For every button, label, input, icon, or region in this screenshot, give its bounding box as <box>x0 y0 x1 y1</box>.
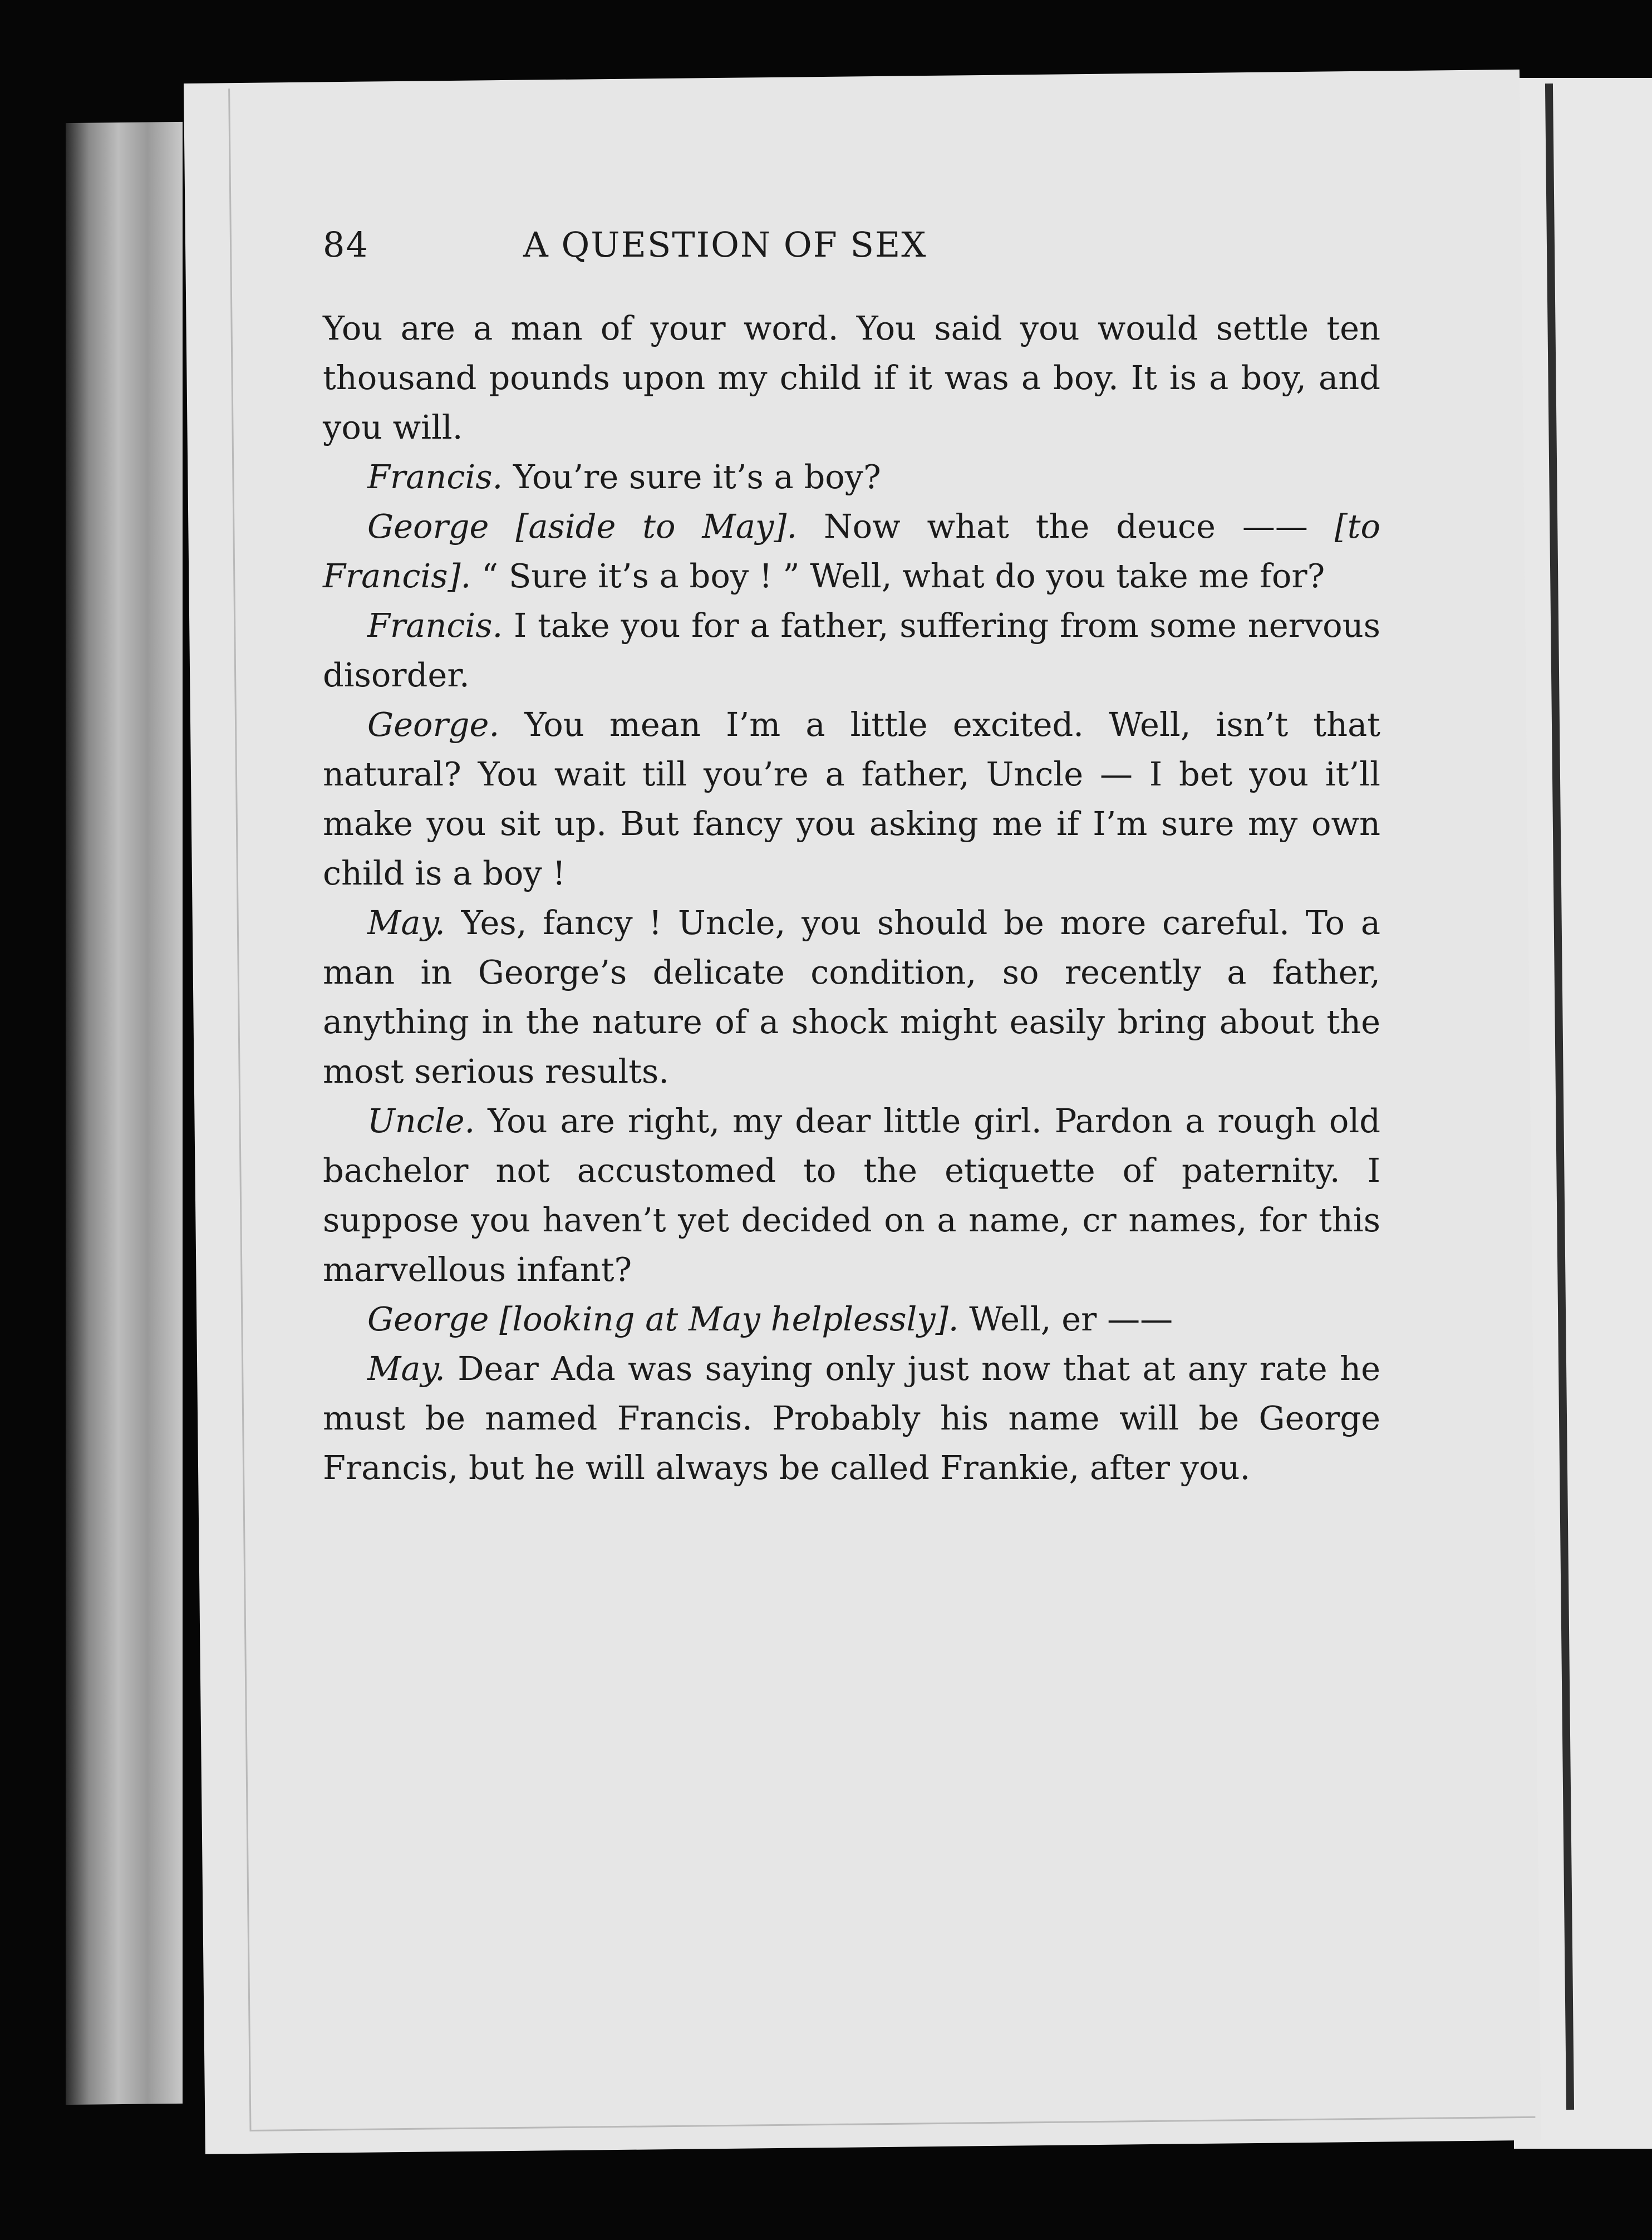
paragraph <box>323 898 1380 1096</box>
speaker-name: Francis. <box>367 606 503 645</box>
dialogue-text: Yes, fancy ! Uncle, you should be more careful. To a man in George’s delicate condition, so recently a father, anything in the nature of a shock might easily bring about the most serious results. <box>323 903 1380 1090</box>
paragraph <box>323 502 1380 601</box>
dialogue-text: “ Sure it’s a boy ! ” Well, what do you take me for? <box>481 557 1325 595</box>
dialogue-text: You mean I’m a little excited. Well, isn’t that natural? You wait till you’re a father, Uncle — I bet you it’ll make you sit up. But fancy you asking me if I’m sure my own child is a boy ! <box>323 705 1380 892</box>
speaker-name: May. <box>367 903 445 942</box>
paragraph <box>323 1294 1380 1344</box>
dialogue-text: You’re sure it’s a boy? <box>513 458 881 496</box>
paragraph <box>323 452 1380 502</box>
speaker-name: George. <box>367 705 500 744</box>
speaker-name: May. <box>367 1349 445 1388</box>
paragraph <box>323 700 1380 898</box>
speaker-name: George <box>367 507 489 546</box>
dialogue-text: I take you for a father, suffering from some nervous disorder. <box>323 606 1380 694</box>
running-head <box>323 220 1380 303</box>
paragraph <box>323 1096 1380 1294</box>
speaker-name: Uncle. <box>367 1102 475 1140</box>
paragraph <box>323 303 1380 452</box>
dialogue-text: You are right, my dear little girl. Pardon a rough old bachelor not accustomed to the etiquette of paternity. I suppose you haven’t yet decided on a name, cr names, for this marvellous infant? <box>323 1102 1380 1289</box>
paragraph <box>323 1344 1380 1492</box>
dialogue-text: Now what the deuce —— <box>823 507 1308 546</box>
page-text <box>323 220 1380 1492</box>
speaker-name: Francis. <box>367 458 503 496</box>
dialogue-text: Well, er —— <box>969 1300 1173 1338</box>
stage-direction: [looking at May helplessly]. <box>499 1300 959 1338</box>
page-edge-stack <box>66 122 183 2105</box>
speaker-name: George <box>367 1300 489 1338</box>
stage-direction: [aside to May]. <box>515 507 798 546</box>
dialogue-text: You are a man of your word. You said you would settle ten thousand pounds upon my child if it was a boy. It is a boy, and you will. <box>323 309 1380 446</box>
running-title: A QUESTION OF SEX <box>523 224 927 265</box>
stage-direction: [to Francis]. <box>323 507 1380 595</box>
dialogue-text: Dear Ada was saying only just now that at any rate he must be named Francis. Probably his name will be George Francis, but he will always be called Frankie, after you. <box>323 1349 1381 1487</box>
page-number: 84 <box>323 224 369 265</box>
paragraph <box>323 601 1380 700</box>
